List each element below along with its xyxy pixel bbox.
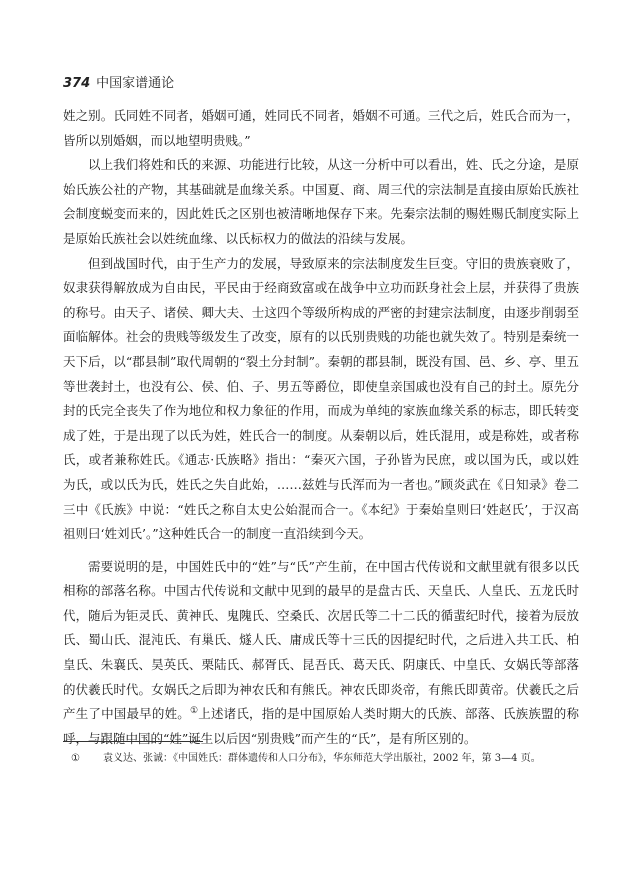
body-text	[63, 104, 579, 751]
footnote	[63, 752, 579, 766]
paragraph-comparison: 以上我们将姓和氏的来源、功能进行比较，从这一分析中可以看出，姓、氏之分途，是原始氏族公社的产物，其基础就是血缘关系。中国夏、商、周三代的宗法制是直接由原始氏族社会制度蜕变而来的，因此姓氏之区别也被清晰地保存下来。先秦宗法制的赐姓赐氏制度实际上是原始氏族社会以姓统血缘、以氏标权力的做法的沿续与发展。	[63, 157, 579, 246]
footnote-text: 袁义达、张诚：《中国姓氏：群体遗传和人口分布》，华东师范大学出版社，2002 年，第 3—4 页。	[103, 753, 541, 764]
footnote-divider	[63, 741, 203, 742]
paragraph-text: 需要说明的是，中国姓氏中的“姓”与“氏”产生前，在中国古代传说和文献里就有很多以氏相称的部落名称。中国古代传说和文献中见到的最早的是盘古氏、天皇氏、人皇氏、五龙氏时代，随后为钜灵氏、黄神氏、鬼隗氏、空桑氏、次居氏等二十二氏的循蜚纪时代，接着为辰放氏、蜀山氏、混沌氏、有巢氏、燧人氏、庸成氏等十三氏的因提纪时代，之后进入共工氏、柏皇氏、朱襄氏、昊英氏、栗陆氏、郝胥氏、昆吾氏、葛天氏、阴康氏、中皇氏、女娲氏等部落的伏羲氏时代。女娲氏之后即为神农氏和有熊氏。神农氏即炎帝，有熊氏即黄帝。伏羲氏之后产生了中国最早的姓。	[63, 558, 579, 722]
page-number: 374	[63, 76, 91, 91]
footnote-reference[interactable]: ①	[189, 706, 199, 717]
footnote-number: ①	[71, 753, 80, 764]
paragraph-ancient-tribes	[63, 555, 579, 752]
running-title: 中国家谱通论	[96, 76, 175, 91]
paragraph-continuation: 姓之别。氏同姓不同者，婚姻可通，姓同氏不同者，婚姻不可通。三代之后，姓氏合而为一，皆所以别婚姻，而以地望明贵贱。”	[63, 108, 579, 148]
paragraph-text-after: 上述诸氏，指的是中国原始人类时期大的氏族、部落、氏族族盟的称呼，与跟随中国的“姓”诞生以后因“别贵贱”而产生的“氏”，是有所区别的。	[63, 706, 579, 746]
paragraph-warring-states: 但到战国时代，由于生产力的发展，导致原来的宗法制度发生巨变。守旧的贵族衰败了，奴隶获得解放成为自由民，平民由于经商致富或在战争中立功而跃身社会上层，并获得了贵族的称号。由天子、诸侯、卿大夫、士这四个等级所构成的严密的封建宗法制度，由逐步削弱至面临解体。社会的贵贱等级发生了改变，原有的以氏别贵贱的功能也就失效了。特别是秦统一天下后，以“郡县制”取代周朝的“裂土分封制”。秦朝的郡县制，既没有国、邑、乡、亭、里五等世袭封土，也没有公、侯、伯、子、男五等爵位，即使皇亲国戚也没有自己的封土。原先分封的氏完全丧失了作为地位和权力象征的作用，而成为单纯的家族血缘关系的标志，即氏转变成了姓，于是出现了以氏为姓，姓氏合一的制度。从秦朝以后，姓氏混用，或是称姓，或者称氏，或者兼称姓氏。《通志·氏族略》指出：“秦灭六国，子孙皆为民庶，或以国为氏，或以姓为氏，或以氏为氏，姓氏之失自此始，……兹姓与氏浑而为一者也。”顾炎武在《日知录》卷二三中《氏族》中说：“姓氏之称自太史公始混而合一。《本纪》于秦始皇则曰‘姓赵氏’，于汉高祖则曰‘姓刘氏’。”这种姓氏合一的制度一直沿续到今天。	[63, 255, 579, 542]
page-header	[63, 76, 174, 92]
